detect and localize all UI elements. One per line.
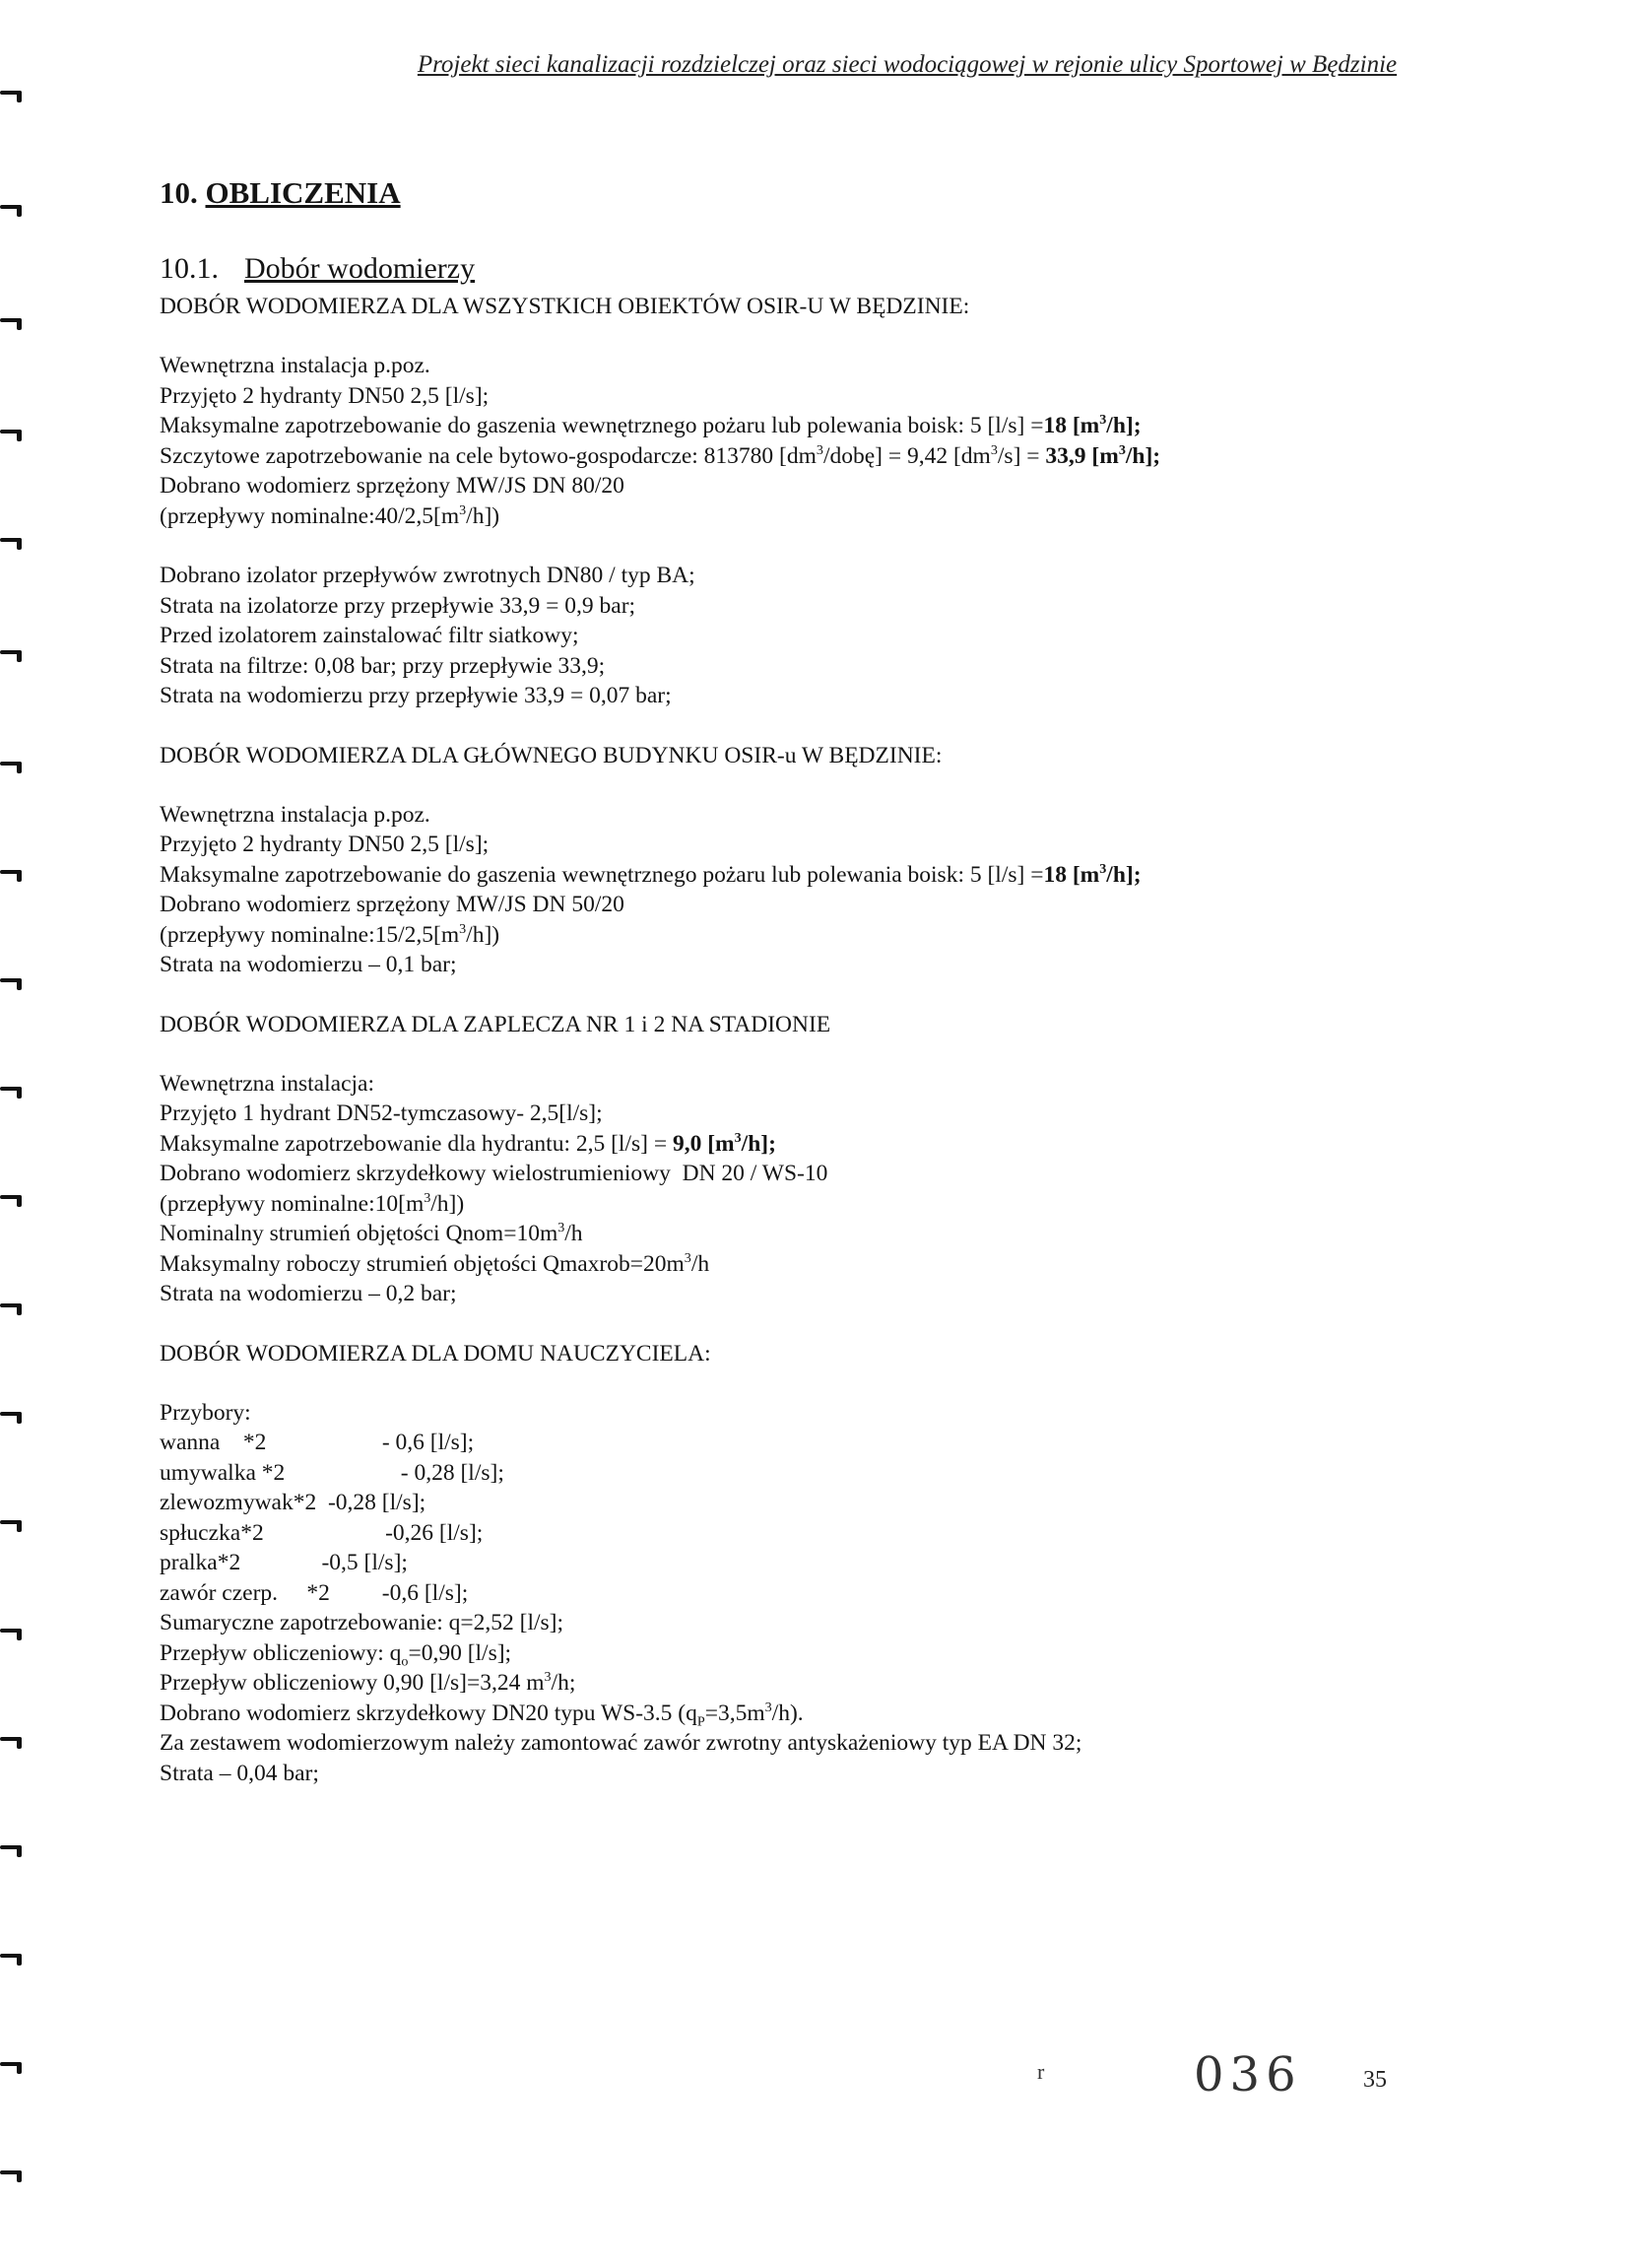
text-line: Przyjęto 2 hydranty DN50 2,5 [l/s];	[160, 832, 490, 857]
text-line: Maksymalny roboczy strumień objętości $Qmaxrob=20m^3/h$	[160, 1249, 710, 1277]
text-line: Wewnętrzna instalacja p.poz.	[160, 353, 430, 378]
text-line: (przepływy $nominalne:10[m^3/h]$)	[160, 1189, 465, 1217]
text-line: Dobrano izolator przepływów zwrotnych DN80 / typ BA;	[160, 563, 695, 588]
section-number: 10.1.	[160, 252, 219, 285]
text-line: (przepływy $nominalne:40/2,5[m^3/h]$)	[160, 501, 500, 529]
text-line: Przepływ obliczeniowy 0,90 [l/s]=3,24 $m^3/h$;	[160, 1669, 576, 1696]
text-line: Strata na filtrze: 0,08 bar; przy przepływie 33,9;	[160, 652, 606, 679]
text-line: Strata na wodomierzu przy przepływie 33,9 = 0,07 bar;	[160, 683, 672, 708]
text-line: Strata na wodomierzu – 0,2 bar;	[160, 1281, 457, 1306]
text-line: Nominalny strumień objętości $Qnom=10m^3/h$	[160, 1220, 583, 1246]
block-heading: DOBÓR WODOMIERZA DLA ZAPLECZA NR 1 i 2 NA STADIONIE	[160, 1011, 831, 1037]
binding-mark	[0, 91, 22, 102]
binding-mark	[0, 1303, 22, 1315]
binding-mark	[0, 318, 22, 330]
binding-mark	[0, 762, 22, 773]
text-line: Maksymalne zapotrzebowanie do gaszenia wewnętrznego pożaru lub polewania boisk: 5 [l/s] =18 $[m^3/h]$;	[160, 412, 1142, 438]
binding-mark	[0, 870, 22, 882]
binding-mark	[0, 205, 22, 217]
binding-mark	[0, 430, 22, 441]
text-line: (przepływy $nominalne:15/2,5[m^3/h]$)	[160, 920, 500, 948]
binding-mark	[0, 1845, 22, 1857]
text-line: Za zestawem wodomierzowym należy zamontować zawór zwrotny antyskażeniowy typ EA DN 32;	[160, 1730, 1082, 1756]
text-line: Szczytowe zapotrzebowanie na cele bytowo-gospodarcze: 813780 $[dm^3/dobę] = 9,42$ $[dm^3/s] = 33,9$ $[m^3/h]$;	[160, 441, 1161, 469]
text-line: Wewnętrzna instalacja p.poz.	[160, 801, 430, 828]
binding-marks	[0, 0, 39, 2268]
binding-mark	[0, 1520, 22, 1532]
block-heading: DOBÓR WODOMIERZA DLA WSZYSTKICH OBIEKTÓW OSIR-U W BĘDZINIE:	[160, 294, 970, 319]
binding-mark	[0, 2062, 22, 2074]
text-line: Przybory:	[160, 1399, 251, 1426]
block-heading: DOBÓR WODOMIERZA DLA GŁÓWNEGO BUDYNKU OSIR-u W BĘDZINIE:	[160, 742, 943, 768]
text-line: Maksymalne zapotrzebowanie do gaszenia wewnętrznego pożaru lub polewania boisk: 5 [l/s] =18 $[m^3/h]$;	[160, 860, 1142, 888]
binding-mark	[0, 1737, 22, 1749]
chapter-heading	[160, 175, 1519, 211]
text-line: zawór czerp. *2 -0,6 [l/s];	[160, 1579, 469, 1606]
binding-mark	[0, 978, 22, 990]
binding-mark	[0, 538, 22, 550]
section-heading	[160, 252, 1519, 286]
text-line: Wewnętrzna instalacja:	[160, 1070, 374, 1097]
text-line: wanna *2 - 0,6 [l/s];	[160, 1430, 475, 1455]
binding-mark	[0, 2170, 22, 2182]
text-line: Strata – 0,04 bar;	[160, 1760, 319, 1786]
footer-tick: r	[1037, 2059, 1045, 2084]
section-title: Dobór wodomierzy	[244, 252, 476, 285]
text-line: Sumaryczne zapotrzebowanie: q=2,52 [l/s];	[160, 1610, 563, 1635]
chapter-number: 10.	[160, 175, 198, 210]
text-line: Przepływ obliczeniowy: $q_o=0,90$ [l/s];	[160, 1639, 512, 1670]
text-line: Maksymalne zapotrzebowanie dla hydrantu: 2,5 [l/s] = 9,0 $[m^3/h]$;	[160, 1129, 776, 1157]
binding-mark	[0, 1629, 22, 1640]
chapter-title: OBLICZENIA	[205, 175, 401, 210]
block-heading: DOBÓR WODOMIERZA DLA DOMU NAUCZYCIELA:	[160, 1340, 711, 1367]
text-line: Strata na wodomierzu – 0,1 bar;	[160, 952, 457, 977]
text-line: spłuczka*2 -0,26 [l/s];	[160, 1519, 484, 1546]
text-line: zlewozmywak*2 -0,28 [l/s];	[160, 1490, 426, 1515]
running-header: Projekt sieci kanalizacji rozdzielczej oraz sieci wodociągowej w rejonie ulicy Sportowej w Będzinie	[417, 51, 1398, 78]
text-line: Przyjęto 1 hydrant DN52-tymczasowy- 2,5[l/s];	[160, 1101, 603, 1126]
text-line: Dobrano wodomierz skrzydełkowy DN20 typu WS-3.5 $(q_P=3,5m^3/h)$.	[160, 1699, 804, 1730]
page-content	[160, 175, 1519, 1788]
text-line: Przyjęto 2 hydranty DN50 2,5 [l/s];	[160, 382, 490, 409]
text-line: Strata na izolatorze przy przepływie 33,9 = 0,9 bar;	[160, 592, 636, 619]
binding-mark	[0, 1195, 22, 1207]
text-line: Dobrano wodomierz sprzężony MW/JS DN 80/20	[160, 473, 624, 499]
text-line: Przed izolatorem zainstalować filtr siatkowy;	[160, 623, 579, 648]
binding-mark	[0, 1412, 22, 1424]
text-line: Dobrano wodomierz skrzydełkowy wielostrumieniowy DN 20 / WS-10	[160, 1161, 828, 1186]
text-line: umywalka *2 - 0,28 [l/s];	[160, 1459, 504, 1486]
text-line: Dobrano wodomierz sprzężony MW/JS DN 50/20	[160, 892, 624, 917]
sheet-stamp: 036	[1194, 2047, 1302, 2102]
binding-mark	[0, 650, 22, 662]
page-number: 35	[1363, 2067, 1387, 2093]
binding-mark	[0, 1954, 22, 1966]
text-line: pralka*2 -0,5 [l/s];	[160, 1550, 408, 1575]
binding-mark	[0, 1087, 22, 1099]
